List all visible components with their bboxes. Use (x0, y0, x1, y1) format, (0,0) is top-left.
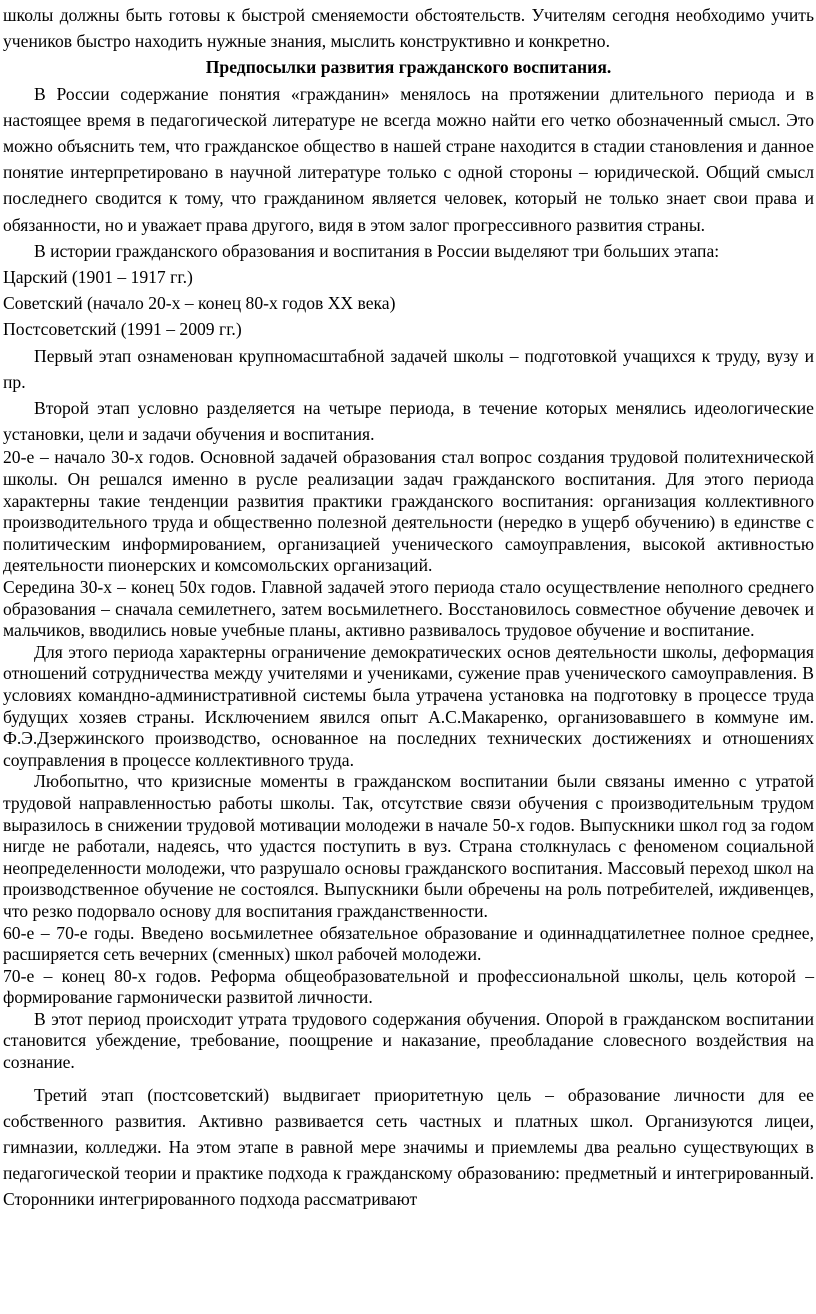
paragraph-intro: школы должны быть готовы к быстрой сменяемости обстоятельств. Учителям сегодня необходимо учить учеников быстро находить нужные знания, мыслить конструктивно и конкретно. (3, 5, 814, 52)
paragraph-three-stages: В истории гражданского образования и воспитания в России выделяют три больших этапа: (34, 240, 720, 261)
paragraph-crisis: Любопытно, что кризисные моменты в гражданском воспитании были связаны именно с утратой трудовой направленностью работы школы. Так, отсутствие связи обучения с производительным трудом выразилось в снижении трудовой мотивации молодежи в начале 50-х годов. Выпускники школ год за годом нигде не работали, надеясь, что удастся поступить в вуз. Страна столкнулась с феноменом социальной неопределенности молодежи, что разрушало основы гражданского воспитания. Массовый переход школ на производственное обучение не состоялся. Выпускники были обречены на роль потребителей, иждивенцев, что резко подорвало основу для воспитания гражданственности. (3, 771, 814, 921)
paragraph-first-stage: Первый этап ознаменован крупномасштабной задачей школы – подготовкой учащихся к труду, вузу и пр. (3, 345, 814, 392)
paragraph-period-60s-70s: 60-е – 70-е годы. Введено восьмилетнее обязательное образование и одиннадцатилетнее полное среднее, расширяется сеть вечерних (сменных) школ рабочей молодежи. (3, 922, 814, 965)
section-heading: Предпосылки развития гражданского воспитания. (205, 57, 612, 78)
paragraph-period-30s-50s: Середина 30-х – конец 50х годов. Главной задачей этого периода стало осуществление неполного среднего образования – сначала семилетнего, затем восьмилетнего. Восстановилось совместное обучение девочек и мальчиков, вводились новые учебные планы, активно развивалось трудовое обучение и воспитание. (3, 577, 814, 641)
paragraph-citizen-concept: В России содержание понятия «гражданин» менялось на протяжении длительного периода и в настоящее время в педагогической литературе не всегда можно найти его четко обозначенный смысл. Это можно объяснить тем, что гражданское общество в нашей стране находится в стадии становления и данное понятие интерпретировано в научной литературе только с одной стороны – юридической. Общий смысл последнего сводится к тому, что гражданином является человек, который не только знает свои права и обязанности, но и уважает права другого, видя в этом залог прогрессивного развития страны. (3, 83, 814, 235)
paragraph-labor-loss: В этот период происходит утрата трудового содержания обучения. Опорой в гражданском воспитании становится убеждение, требование, поощрение и наказание, преобладание словесного воздействия на сознание. (3, 1008, 814, 1073)
paragraph-period-70s-80s: 70-е – конец 80-х годов. Реформа общеобразовательной и профессиональной школы, цель которой – формирование гармонически развитой личности. (3, 965, 814, 1008)
stage-item-post-soviet: Постсоветский (1991 – 2009 гг.) (3, 319, 242, 340)
stage-item-tsarist: Царский (1901 – 1917 гг.) (3, 267, 193, 288)
stage-item-soviet: Советский (начало 20-х – конец 80-х годов XX века) (3, 293, 396, 314)
paragraph-period-20s: 20-е – начало 30-х годов. Основной задачей образования стал вопрос создания трудовой политехнической школы. Он решался именно в русле реализации задач гражданского воспитания. Для этого периода характерны такие тенденции развития практики гражданского воспитания: организация коллективного производительного труда и общественно полезной деятельности (нередко в ущерб обучению) в единстве с политическим информированием, организацией ученического самоуправления, высокой активностью деятельности пионерских и комсомольских организаций. (3, 447, 814, 576)
paragraph-period-characteristics: Для этого периода характерны ограничение демократических основ деятельности школы, деформация отношений сотрудничества между учителями и учениками, сужение прав ученического самоуправления. В условиях командно-административной системы была утрачена установка на подготовку в процессе труда будущих хозяев страны. Исключением явился опыт А.С.Макаренко, организовавшего в коммуне им. Ф.Э.Дзержинского производство, основанное на последних технических достижениях и отношениях соуправления в процессе коллективного труда. (3, 641, 814, 770)
paragraph-second-stage: Второй этап условно разделяется на четыре периода, в течение которых менялись идеологические установки, цели и задачи обучения и воспитания. (3, 398, 814, 445)
paragraph-third-stage: Третий этап (постсоветский) выдвигает приоритетную цель – образование личности для ее собственного развития. Активно развивается сеть частных и платных школ. Организуются лицеи, гимназии, колледжи. На этом этапе в равной мере значимы и приемлемы два реально существующих в педагогической теории и практике подхода к гражданскому образованию: предметный и интегрированный. Сторонники интегрированного подхода рассматривают (3, 1084, 814, 1210)
